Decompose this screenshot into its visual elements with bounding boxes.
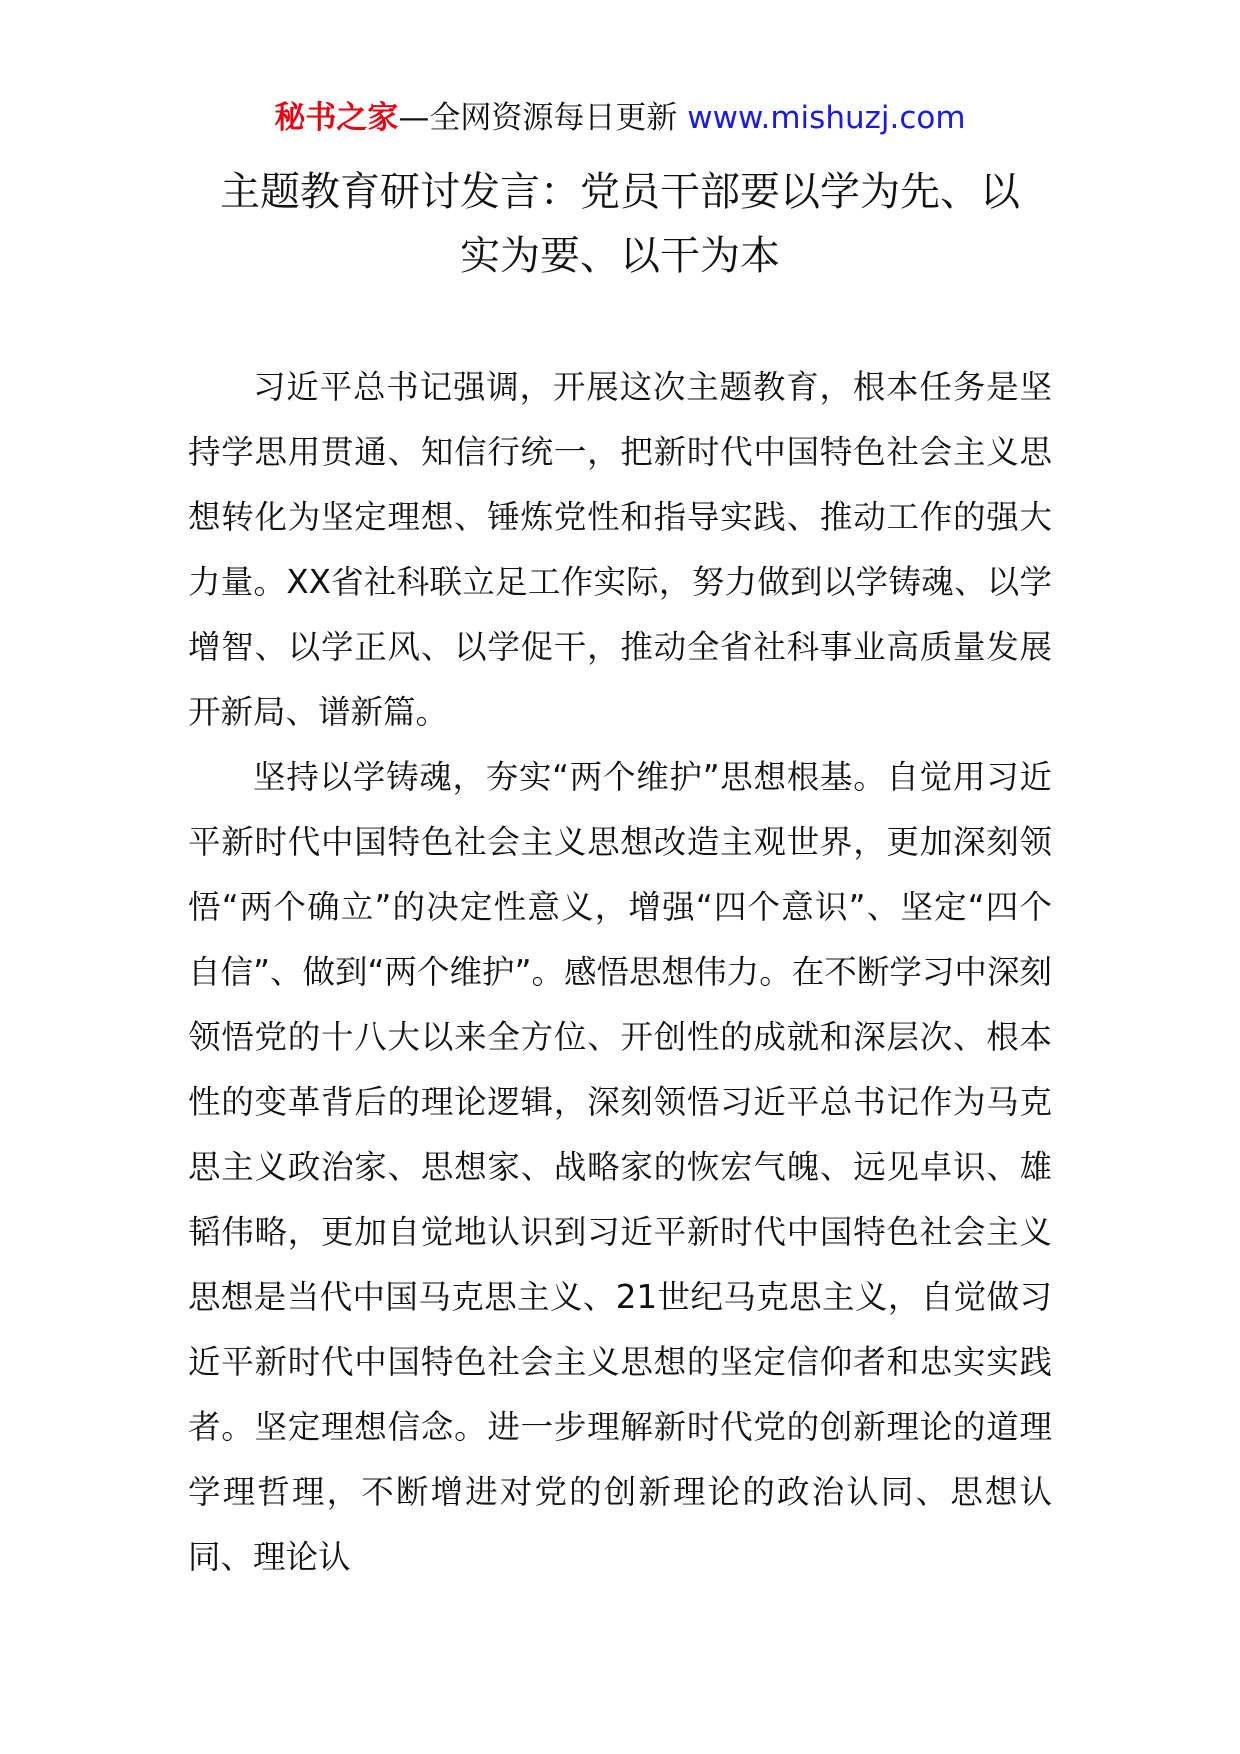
header-tagline: —全网资源每日更新: [398, 100, 688, 136]
brand-name: 秘书之家: [274, 100, 399, 136]
document-title-line-2: 实为要、以干为本: [460, 233, 780, 279]
document-title-line-1: 主题教育研讨发言：党员干部要以学为先、以: [220, 169, 1020, 215]
document-title: [185, 160, 1055, 288]
paragraph-2: 坚持以学铸魂，夯实“两个维护”思想根基。自觉用习近平新时代中国特色社会主义思想改造主观世界，更加深刻领悟“两个确立”的决定性意义，增强“四个意识”、坚定“四个自信”、做到“两个维护”。感悟思想伟力。在不断学习中深刻领悟党的十八大以来全方位、开创性的成就和深层次、根本性的变革背后的理论逻辑，深刻领悟习近平总书记作为马克思主义政治家、思想家、战略家的恢宏气魄、远见卓识、雄韬伟略，更加自觉地认识到习近平新时代中国特色社会主义思想是当代中国马克思主义、21世纪马克思主义，自觉做习近平新时代中国特色社会主义思想的坚定信仰者和忠实实践者。坚定理想信念。进一步理解新时代党的创新理论的道理学理哲理，不断增进对党的创新理论的政治认同、思想认同、理论认: [188, 758, 1052, 1576]
document-body: [188, 355, 1052, 1590]
paragraph-1: 习近平总书记强调，开展这次主题教育，根本任务是坚持学思用贯通、知信行统一，把新时代中国特色社会主义思想转化为坚定理想、锤炼党性和指导实践、推动工作的强大力量。XX省社科联立足工作实际，努力做到以学铸魂、以学增智、以学正风、以学促干，推动全省社科事业高质量发展开新局、谱新篇。: [188, 368, 1052, 731]
site-url-link[interactable]: www.mishuzj.com: [687, 100, 966, 136]
site-header: [0, 96, 1240, 140]
